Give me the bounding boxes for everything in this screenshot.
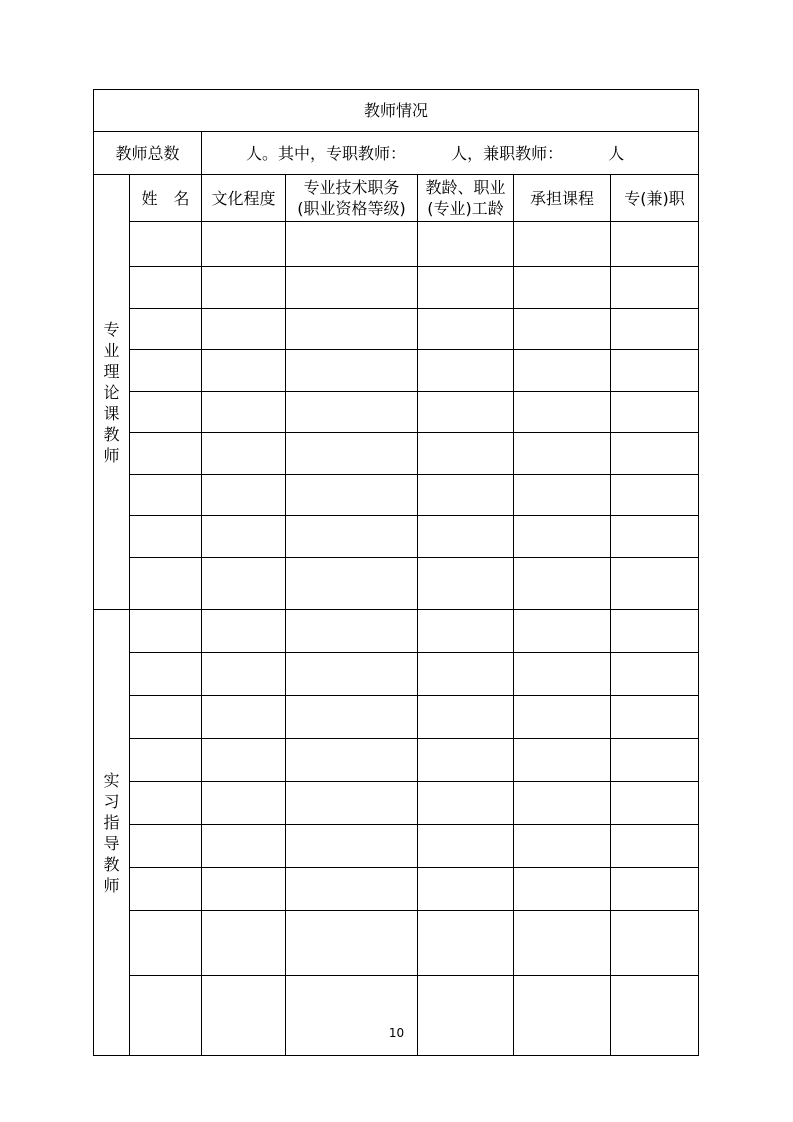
table-row bbox=[94, 267, 699, 309]
header-professional-title: 专业技术职务 (职业资格等级) bbox=[286, 175, 418, 222]
table-row bbox=[94, 558, 699, 610]
total-text-part1: 人。其中，专职教师： bbox=[246, 143, 399, 163]
table-row bbox=[94, 868, 699, 911]
section-label-theory-teachers: 专 业 理 论 课 教 师 bbox=[94, 175, 130, 610]
table-row bbox=[94, 739, 699, 782]
header-name: 姓 名 bbox=[130, 175, 202, 222]
page-number: 10 bbox=[388, 1026, 405, 1040]
total-text-part3: 人 bbox=[608, 143, 625, 163]
table-title: 教师情况 bbox=[94, 90, 699, 132]
table-row bbox=[94, 309, 699, 350]
table-row bbox=[94, 475, 699, 516]
total-teachers-label: 教师总数 bbox=[94, 132, 202, 175]
table-row bbox=[94, 911, 699, 976]
total-text-part2: 人，兼职教师： bbox=[451, 143, 556, 163]
header-fulltime-parttime: 专(兼)职 bbox=[611, 175, 699, 222]
table-row bbox=[94, 696, 699, 739]
table-row bbox=[94, 653, 699, 696]
section-label-practice-instructors: 实 习 指 导 教 师 bbox=[94, 610, 130, 1056]
teacher-info-table bbox=[93, 89, 699, 1056]
header-teaching-years: 教龄、职业 (专业)工龄 bbox=[418, 175, 514, 222]
header-education: 文化程度 bbox=[202, 175, 286, 222]
table-row bbox=[94, 610, 699, 653]
total-teachers-text bbox=[202, 132, 699, 175]
table-row bbox=[94, 433, 699, 475]
table-row bbox=[94, 782, 699, 825]
table-row bbox=[94, 392, 699, 433]
table-row bbox=[94, 825, 699, 868]
table-row bbox=[94, 350, 699, 392]
table-row bbox=[94, 976, 699, 1056]
table-row bbox=[94, 222, 699, 267]
header-course: 承担课程 bbox=[514, 175, 611, 222]
table-row bbox=[94, 516, 699, 558]
